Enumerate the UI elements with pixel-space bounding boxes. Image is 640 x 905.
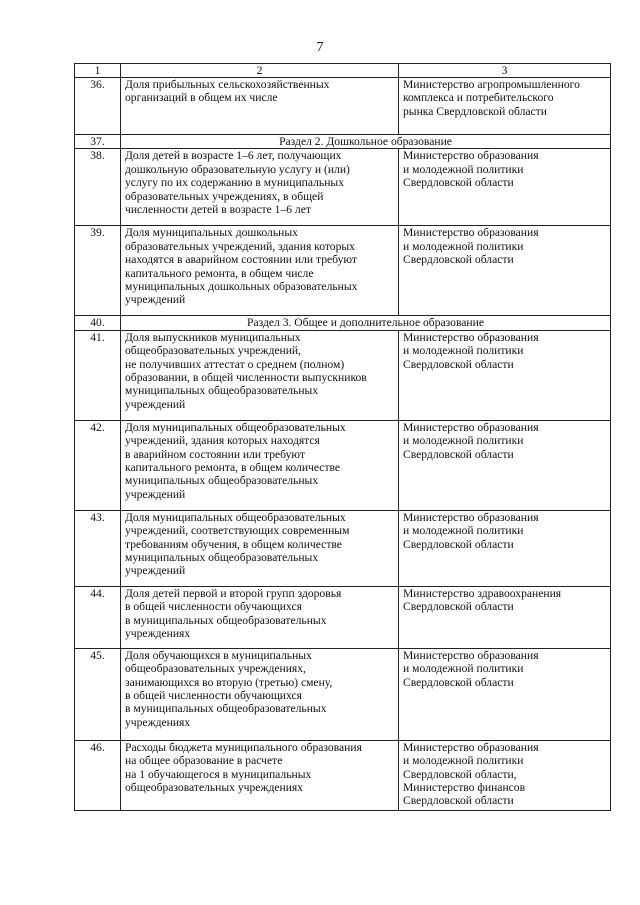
indicator-text: Доля муниципальных дошкольных образовательных учреждений, здания которых находятся в аварийном состоянии или требуют капитального ремонта, в общем числе муниципальных дошкольных образовательных учреждений xyxy=(121,226,399,316)
indicator-text: Доля детей в возрасте 1–6 лет, получающих дошкольную образовательную услугу и (или) услугу по их содержанию в муниципальных образовательных учреждениях, в общей численности детей в возрасте 1–6 лет xyxy=(121,149,399,226)
table-row xyxy=(75,226,611,316)
responsible-agency: Министерство образования и молодежной политики Свердловской области xyxy=(399,149,611,226)
responsible-agency: Министерство образования и молодежной политики Свердловской области, Министерство финансов Свердловской области xyxy=(399,740,611,810)
section-title: Раздел 3. Общее и дополнительное образование xyxy=(121,316,611,330)
row-number: 43. xyxy=(75,510,121,586)
row-number: 37. xyxy=(75,135,121,149)
header-col-2: 2 xyxy=(121,64,399,78)
table-row xyxy=(75,78,611,135)
table-row xyxy=(75,648,611,740)
responsible-agency: Министерство здравоохранения Свердловской области xyxy=(399,586,611,648)
indicator-text: Доля муниципальных общеобразовательных учреждений, соответствующих современным требованиям обучения, в общем количестве муниципальных общеобразовательных учреждений xyxy=(121,510,399,586)
indicator-text: Доля обучающихся в муниципальных общеобразовательных учреждениях, занимающихся во вторую (третью) смену, в общей численности обучающихся в муниципальных общеобразовательных учреждениях xyxy=(121,648,399,740)
row-number: 39. xyxy=(75,226,121,316)
responsible-agency: Министерство образования и молодежной политики Свердловской области xyxy=(399,330,611,420)
table-row xyxy=(75,330,611,420)
responsible-agency: Министерство образования и молодежной политики Свердловской области xyxy=(399,510,611,586)
table-row xyxy=(75,740,611,810)
table-row xyxy=(75,510,611,586)
row-number: 44. xyxy=(75,586,121,648)
responsible-agency: Министерство образования и молодежной политики Свердловской области xyxy=(399,420,611,510)
section-row xyxy=(75,316,611,330)
row-number: 36. xyxy=(75,78,121,135)
row-number: 42. xyxy=(75,420,121,510)
indicator-text: Доля муниципальных общеобразовательных учреждений, здания которых находятся в аварийном состоянии или требуют капитального ремонта, в общем количестве муниципальных общеобразовательных учреждений xyxy=(121,420,399,510)
responsible-agency: Министерство агропромышленного комплекса и потребительского рынка Свердловской области xyxy=(399,78,611,135)
row-number: 38. xyxy=(75,149,121,226)
responsible-agency: Министерство образования и молодежной политики Свердловской области xyxy=(399,648,611,740)
table-row xyxy=(75,420,611,510)
indicator-text: Доля детей первой и второй групп здоровья в общей численности обучающихся в муниципальных общеобразовательных учреждениях xyxy=(121,586,399,648)
indicator-text: Доля выпускников муниципальных общеобразовательных учреждений, не получивших аттестат о среднем (полном) образовании, в общей численности выпускников муниципальных общеобразовательных учреждений xyxy=(121,330,399,420)
row-number: 41. xyxy=(75,330,121,420)
row-number: 46. xyxy=(75,740,121,810)
page-number: 7 xyxy=(316,40,324,55)
responsible-agency: Министерство образования и молодежной политики Свердловской области xyxy=(399,226,611,316)
indicator-text: Доля прибыльных сельскохозяйственных организаций в общем их числе xyxy=(121,78,399,135)
section-title: Раздел 2. Дошкольное образование xyxy=(121,135,611,149)
row-number: 45. xyxy=(75,648,121,740)
header-col-3: 3 xyxy=(399,64,611,78)
table-row xyxy=(75,586,611,648)
header-row xyxy=(75,64,611,78)
header-col-1: 1 xyxy=(75,64,121,78)
table-row xyxy=(75,149,611,226)
indicators-table xyxy=(74,63,611,811)
row-number: 40. xyxy=(75,316,121,330)
indicator-text: Расходы бюджета муниципального образования на общее образование в расчете на 1 обучающегося в муниципальных общеобразовательных учреждениях xyxy=(121,740,399,810)
section-row xyxy=(75,135,611,149)
